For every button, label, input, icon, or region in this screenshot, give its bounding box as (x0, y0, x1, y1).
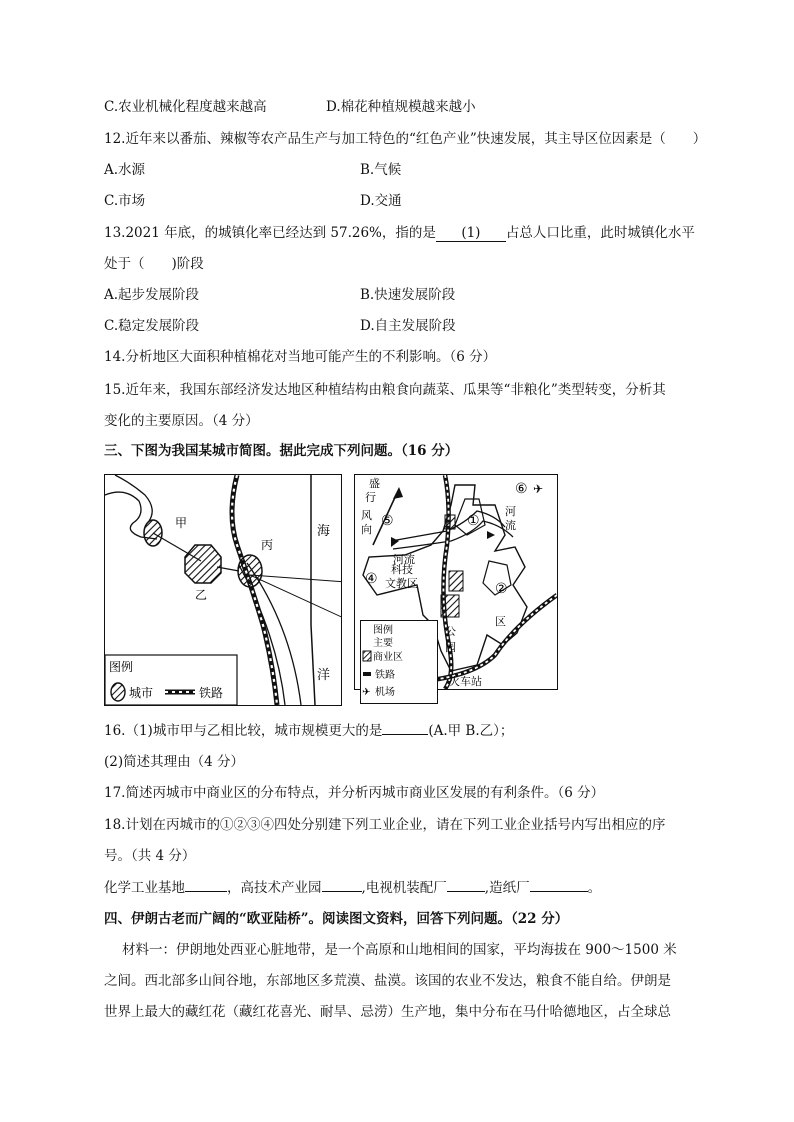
legend-business-icon (363, 651, 371, 661)
wind-label-3: 风 (361, 509, 372, 522)
option-a: A.水源 (104, 162, 146, 178)
legend-biz-label-1: 主要 (373, 638, 393, 649)
question-16-options: (A.甲 B.乙）； (428, 723, 514, 739)
river-label-left: 河流 (393, 553, 415, 566)
item-end: 。 (587, 880, 602, 896)
site-2: ② (495, 581, 508, 597)
answer-blank-16[interactable] (382, 734, 428, 735)
legend-rail-label: 铁路 (375, 670, 395, 681)
question-16-line-2: (2)简述其理由（4 分） (104, 754, 245, 770)
question-18-blanks (104, 879, 601, 897)
edu-label-2: 文教区 (385, 577, 418, 590)
question-16 (104, 722, 513, 740)
material-1-line-2: 之间。西北部多山间谷地，东部地区多荒漠、盐漠。该国的农业不发达，粮食不能自给。伊朗是 (104, 973, 671, 989)
question-13-text: 13.2021 年底，的城镇化率已经达到 57.26%，指的是 (104, 225, 436, 241)
label-ocean: 洋 (317, 668, 331, 683)
site-6: ⑥ (515, 481, 528, 497)
legend-biz-label-2: 商业区 (373, 652, 403, 663)
label-jia: 甲 (175, 516, 188, 530)
question-15: 15.近年来，我国东部经济发达地区种植结构由粮食向蔬菜、瓜果等“非粮化”类型转变，分析其 (104, 382, 666, 398)
label-bing: 丙 (261, 538, 274, 552)
station-label: 火车站 (449, 675, 482, 688)
legend-title: 图例 (109, 660, 134, 674)
site-5: ⑤ (381, 513, 394, 529)
question-13-text-end: 占总人口比重，此时城镇化水平 (505, 225, 695, 241)
legend-title: 图例 (373, 625, 393, 636)
label-sea: 海 (317, 524, 331, 539)
edu-label-1: 科技 (391, 563, 413, 576)
legend-airport-icon: ✈ (362, 687, 371, 698)
answer-blank-tv[interactable] (447, 891, 485, 892)
business-area (449, 571, 463, 591)
answer-blank-1[interactable]: (1) (436, 226, 506, 242)
map-right-legend (360, 620, 438, 704)
river-label-right-1: 河 (505, 505, 516, 518)
question-16-text: 16.（1)城市甲与乙相比较，城市规模更大的是 (104, 723, 383, 739)
wind-label-1: 盛 (369, 477, 380, 490)
answer-blank-hitech[interactable] (322, 891, 362, 892)
legend-city-label: 城市 (129, 686, 154, 700)
item-hitech: ，高技术产业园 (227, 880, 322, 896)
item-tv: ,电视机装配厂 (361, 880, 447, 896)
question-15-line-2: 变化的主要原因。（4 分） (104, 413, 259, 429)
item-chemical: 化学工业基地 (104, 880, 185, 896)
park-label-2: 园 (445, 641, 456, 654)
city-jia-marker (144, 520, 162, 546)
option-c: C.稳定发展阶段 (104, 318, 200, 334)
question-13 (104, 224, 695, 242)
option-c: C.市场 (104, 193, 146, 209)
option-c: C.农业机械化程度越来越高 (104, 99, 267, 115)
option-d: D.自主发展阶段 (360, 318, 456, 334)
question-17: 17.简述丙城市中商业区的分布特点，并分析丙城市商业区发展的有利条件。（6 分） (104, 785, 605, 801)
section-4-heading: 四、伊朗古老而广阔的“欧亚陆桥”。阅读图文资料，回答下列问题。（22 分） (104, 911, 569, 927)
site-1: ① (467, 513, 480, 529)
option-d: D.棉花种植规模越来越小 (326, 99, 476, 115)
question-18-line-2: 号。（共 4 分） (104, 848, 196, 864)
business-area (445, 515, 455, 529)
answer-blank-chemical[interactable] (185, 891, 227, 892)
city-yi-marker (185, 545, 221, 583)
district-label: 区 (495, 615, 506, 628)
legend-rail-label: 铁路 (199, 686, 224, 700)
legend-city-icon (111, 683, 125, 701)
material-1-line-3: 世界上最大的藏红花（藏红花喜光、耐旱、忌涝）生产地，集中分布在马什哈德地区，占全球总 (104, 1004, 671, 1020)
material-1-line-1: 材料一：伊朗地处西亚心脏地带，是一个高原和山地相间的国家，平均海拔在 900～1500 米 (122, 942, 677, 958)
label-yi: 乙 (195, 588, 208, 602)
map-regional (104, 474, 342, 706)
wind-label-4: 向 (361, 523, 372, 536)
river-label-right-2: 流 (505, 519, 516, 532)
question-12: 12.近年来以番茄、辣椒等农产品生产与加工特色的“红色产业”快速发展，其主导区位因素是（ ） (104, 131, 707, 147)
option-b: B.快速发展阶段 (360, 287, 456, 303)
answer-blank-paper[interactable] (530, 891, 588, 892)
section-3-heading: 三、下图为我国某城市简图。据此完成下列问题。（16 分） (104, 443, 459, 459)
option-a: A.起步发展阶段 (104, 287, 200, 303)
question-18: 18.计划在丙城市的①②③④四处分别建下列工业企业，请在下列工业企业括号内写出相应的序 (104, 817, 666, 833)
legend-airport-label: 机场 (375, 687, 395, 698)
question-14: 14.分析地区大面积种植棉花对当地可能产生的不利影响。（6 分） (104, 349, 497, 365)
airport-icon: ✈ (533, 482, 544, 496)
item-paper: ,造纸厂 (484, 880, 530, 896)
question-13-line-2: 处于（ )阶段 (104, 256, 204, 272)
park-label-1: 公 (445, 625, 456, 638)
city-bing-marker (238, 555, 262, 587)
wind-label-2: 行 (365, 491, 376, 504)
business-area (441, 595, 459, 617)
site-4: ④ (365, 571, 378, 587)
option-b: B.气候 (360, 162, 402, 178)
option-d: D.交通 (360, 193, 402, 209)
